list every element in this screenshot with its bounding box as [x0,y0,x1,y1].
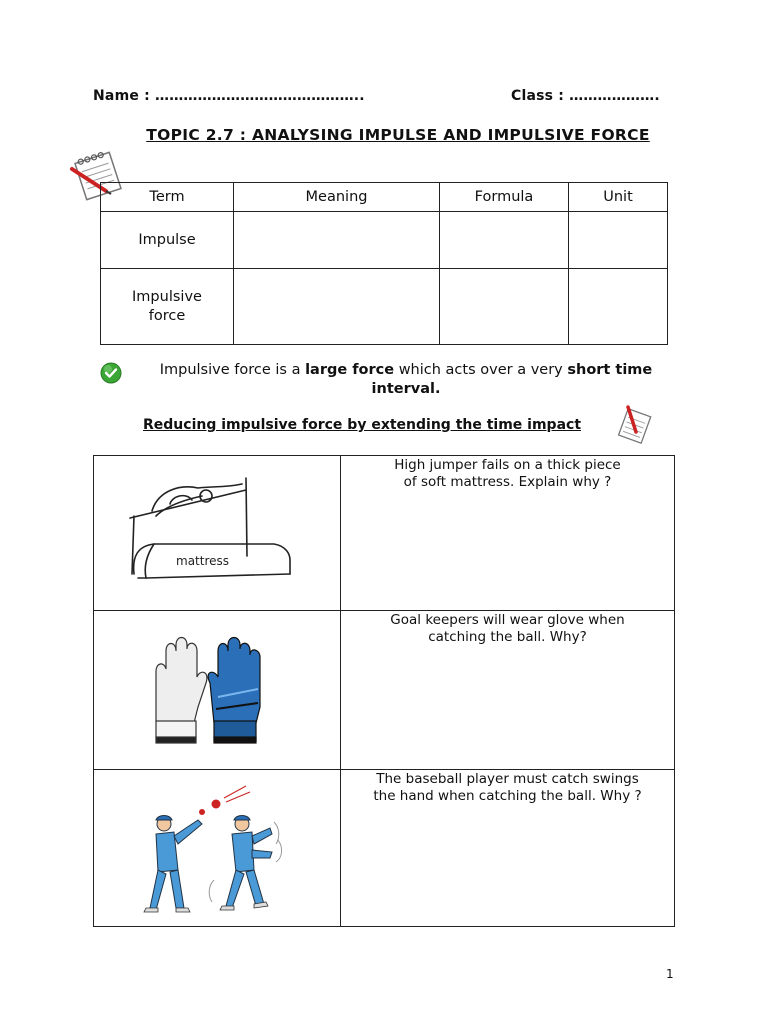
term-impulse: Impulse [101,212,234,269]
notepad-pencil-icon [614,404,656,446]
terms-table [100,182,668,345]
unit-cell[interactable] [569,212,668,269]
question-cell[interactable] [341,770,675,927]
table-row [101,269,668,345]
question-text [341,456,674,491]
question-cell[interactable] [341,611,675,770]
gloves-image-cell [94,611,341,770]
question-line: catching the ball. Why? [428,629,587,645]
header-meaning: Meaning [234,183,440,212]
class-field-label: Class : ………………. [511,88,660,104]
definition-note [146,361,666,399]
term-line: Impulsive [132,288,202,305]
table-row [101,212,668,269]
note-bold: large force [305,362,395,378]
high-jump-illustration [94,456,340,606]
formula-cell[interactable] [440,212,569,269]
note-text: Impulsive force is a [159,362,306,378]
question-text [341,770,674,805]
goalkeeper-gloves-illustration [94,611,340,765]
baseball-image-cell [94,770,341,927]
page-title: TOPIC 2.7 : ANALYSING IMPULSE AND IMPULSIVE FORCE [146,126,650,144]
header-formula: Formula [440,183,569,212]
mattress-label: mattress [176,554,230,568]
check-icon [100,362,122,384]
note-text: which acts over a very [394,362,568,378]
question-text [341,611,674,646]
name-field-label: Name : …………………………………….. [93,88,365,104]
term-line: force [148,307,186,324]
note-bold: short time interval. [371,362,653,397]
header-unit: Unit [569,183,668,212]
meaning-cell[interactable] [234,269,440,345]
baseball-catch-illustration [94,770,340,922]
questions-table [93,455,675,927]
header-term: Term [101,183,234,212]
unit-cell[interactable] [569,269,668,345]
meaning-cell[interactable] [234,212,440,269]
table-row [94,456,675,611]
formula-cell[interactable] [440,269,569,345]
page-number: 1 [666,967,674,981]
question-line: High jumper fails on a thick piece [394,457,621,473]
question-line: of soft mattress. Explain why ? [403,474,612,490]
question-line: Goal keepers will wear glove when [390,612,625,628]
question-line: The baseball player must catch swings [376,771,639,787]
table-row [94,611,675,770]
section-subheading: Reducing impulsive force by extending the time impact [143,417,582,433]
question-cell[interactable] [341,456,675,611]
table-row [94,770,675,927]
high-jump-image-cell [94,456,341,611]
question-line: the hand when catching the ball. Why ? [373,788,642,804]
term-impulsive-force [101,269,234,345]
ball-icon [212,800,221,809]
